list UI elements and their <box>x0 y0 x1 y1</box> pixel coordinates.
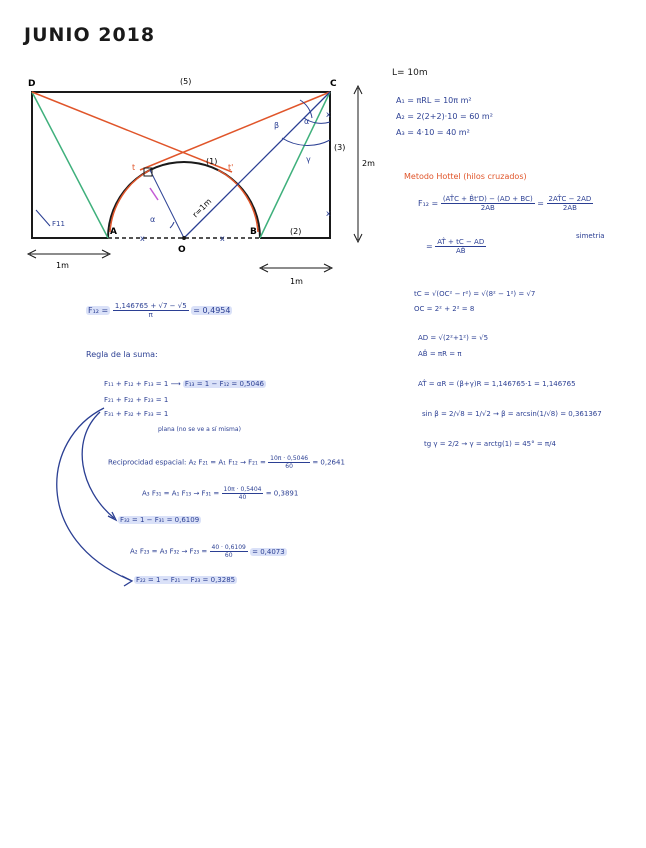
label-beta: β <box>274 121 280 130</box>
f12-fraction-1 <box>441 195 535 212</box>
label-f11: F11 <box>52 220 65 228</box>
f23-value: = 0,4073 <box>252 547 285 556</box>
at-calc: AT̂ = αR = (β+γ)R = 1,146765·1 = 1,146765 <box>418 380 576 388</box>
f32-value: F₃₂ = 1 − F₃₁ = 0,6109 <box>120 516 200 524</box>
label-alpha: α <box>304 117 310 126</box>
reciprocity-den: 60 <box>285 463 293 470</box>
arc-highlight-right <box>218 170 258 232</box>
label-gamma: γ <box>306 155 311 164</box>
f12-result-fraction <box>113 302 189 319</box>
f12-fraction-3 <box>435 238 486 255</box>
label-height: 2m <box>362 159 375 168</box>
sum-rule-1: F₁₁ + F₁₂ + F₁₃ = 1 ⟶ F₁₃ = 1 − F₁₂ = 0,5046 <box>104 380 264 388</box>
f12-eq: = <box>537 199 544 208</box>
ab-calc: AB̂ = πR = π <box>418 350 462 358</box>
label-surface-2: (2) <box>290 227 302 236</box>
sum-rule-3: F₃₁ + F₃₂ + F₃₃ = 1 <box>104 410 169 418</box>
length-label: L= 10m <box>392 68 428 78</box>
f22-value: F₂₂ = 1 − F₂₁ − F₂₃ = 0,3285 <box>136 576 236 584</box>
line-DA <box>32 92 108 238</box>
oc-calc: OC = 2² + 2² = 8 <box>414 305 475 313</box>
center-point <box>182 236 186 240</box>
label-surface-3: (3) <box>334 143 346 152</box>
reciprocity-eq: A₂ F₂₁ = A₁ F₁₂ → F₂₁ = <box>188 458 266 467</box>
f12-den-1: 2AB <box>480 204 495 212</box>
label-surface-1: (1) <box>206 157 218 166</box>
f11-pointer <box>36 210 50 226</box>
f22-row <box>134 576 237 584</box>
marker-x4: x <box>326 110 331 119</box>
label-D: D <box>28 79 36 89</box>
hottel-simplified <box>426 238 486 255</box>
f31-value: = 0,3891 <box>265 489 299 498</box>
f12-eq2: = <box>426 242 433 251</box>
f23-row <box>130 544 287 559</box>
area-a3: A₃ = 4·10 = 40 m² <box>396 128 470 137</box>
semicircle-surface <box>108 162 260 238</box>
f12-result-num: 1,146765 + √7 − √5 <box>114 302 187 310</box>
enclosure-rectangle <box>32 92 330 238</box>
f12-num-1: (AT̂C + B̂t'D) − (AD + BC) <box>442 195 533 203</box>
sum-rule-heading: Regla de la suma: <box>86 350 158 359</box>
f12-result-den: π <box>148 311 153 319</box>
label-radius: r=1m <box>190 196 214 220</box>
area-a2: A₂ = 2(2+2)·10 = 60 m² <box>396 112 493 121</box>
geometry-diagram <box>0 60 390 290</box>
line-D-tangent <box>32 92 232 172</box>
line-C-tangent <box>140 92 330 170</box>
f12-fraction-2 <box>547 195 594 212</box>
label-surface-5: (5) <box>180 77 192 86</box>
reciprocity-label: Reciprocidad espacial: <box>108 458 187 467</box>
label-A: A <box>110 227 117 237</box>
marker-x2: x <box>220 234 225 243</box>
pink-tick <box>150 188 158 200</box>
f31-row <box>142 486 298 501</box>
tg-gamma-calc: tg γ = 2/2 → γ = arctg(1) = 45° = π/4 <box>424 440 556 448</box>
radius-Ot <box>150 170 184 238</box>
sin-beta-calc: sin β = 2/√8 = 1/√2 → β = arcsin(1/√8) = 0,361367 <box>422 410 602 418</box>
f31-fraction <box>222 486 264 501</box>
f12-num-3: AT̂ + tC − AD <box>437 238 485 246</box>
area-a1: A₁ = πRL = 10π m² <box>396 96 472 105</box>
label-right-width: 1m <box>290 277 303 286</box>
f12-lhs: F₁₂ = <box>418 199 439 208</box>
reciprocity-row <box>108 455 345 470</box>
marker-x3: x <box>326 209 331 218</box>
plane-note: plana (no se ve a sí misma) <box>158 426 241 433</box>
sum-rule-1-b: F₁₃ = 1 − F₁₂ = 0,5046 <box>184 380 264 388</box>
f12-result <box>86 302 232 319</box>
f23-num: 40 · 0,6109 <box>211 544 246 551</box>
f12-den-3: AB̂ <box>455 247 466 255</box>
line-CB <box>260 92 330 238</box>
label-B: B <box>250 227 257 237</box>
f31-eq: A₃ F₃₁ = A₁ F₁₃ → F₃₁ = <box>142 489 220 498</box>
ad-calc: AD = √(2²+1²) = √5 <box>418 334 489 342</box>
label-t-prime: t' <box>228 163 234 172</box>
f31-den: 40 <box>238 494 247 501</box>
hottel-heading: Metodo Hottel (hilos cruzados) <box>404 172 527 181</box>
hottel-formula <box>418 195 593 212</box>
marker-x1: x <box>140 234 145 243</box>
label-C: C <box>330 79 337 89</box>
label-t: t <box>132 163 136 172</box>
f12-result-value: = 0,4954 <box>193 306 231 315</box>
simetria-note: simetria <box>576 232 605 240</box>
arc-highlight-left <box>110 170 150 232</box>
derivation-arrows <box>40 400 140 590</box>
label-left-width: 1m <box>56 261 69 270</box>
f12-den-2: 2AB <box>562 204 577 212</box>
f23-fraction <box>210 544 248 559</box>
f12-num-2: 2AT̂C − 2AD <box>548 195 592 203</box>
f23-eq: A₂ F₂₃ = A₃ F₃₂ → F₂₃ = <box>130 547 208 556</box>
reciprocity-value: = 0,2641 <box>312 458 345 467</box>
tc-calc: tC = √(OC² − r²) = √(8² − 1²) = √7 <box>414 290 536 298</box>
arrow-to-f32 <box>82 412 114 518</box>
reciprocity-fraction <box>268 455 310 470</box>
label-alpha-center: α <box>150 215 156 224</box>
f12-result-lhs: F₁₂ = <box>88 306 109 315</box>
f31-num: 10π · 0,5404 <box>223 486 262 493</box>
angle-alpha-center-arc <box>170 222 174 228</box>
sum-rule-1-a: F₁₁ + F₁₂ + F₁₃ = 1 <box>104 380 169 388</box>
reciprocity-num: 10π · 0,5046 <box>270 455 309 462</box>
sum-rule-2: F₂₁ + F₂₂ + F₂₃ = 1 <box>104 396 169 404</box>
page-title: JUNIO 2018 <box>24 24 156 46</box>
label-O: O <box>178 245 186 255</box>
f23-den: 60 <box>224 552 233 559</box>
